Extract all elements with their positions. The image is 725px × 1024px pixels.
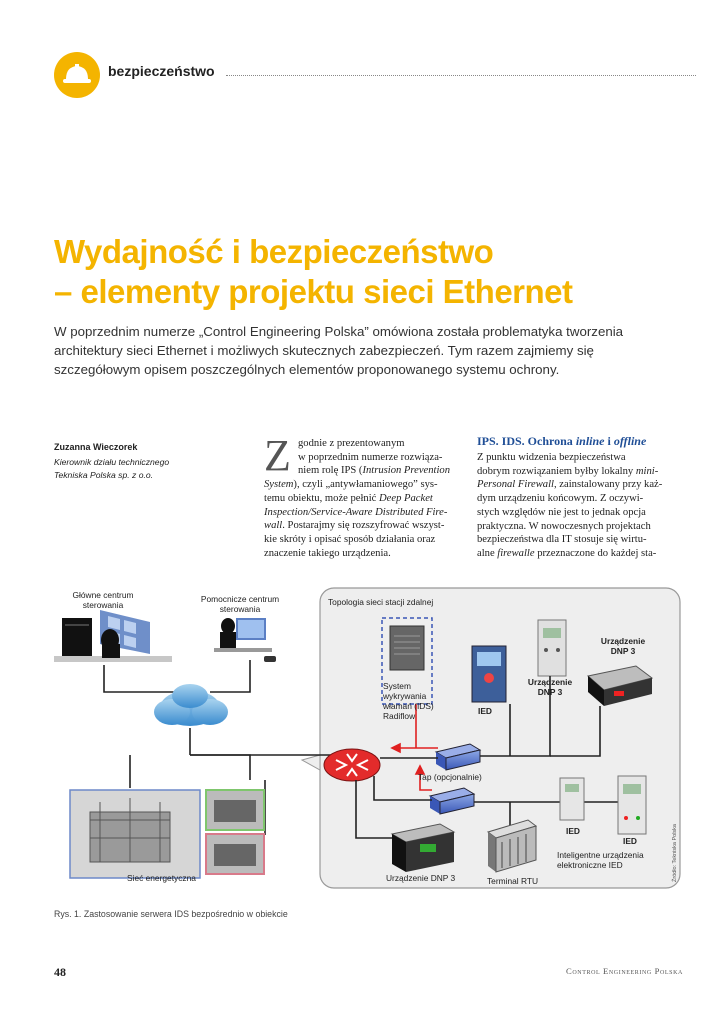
label-topology: Topologia sieci stacji zdalnej [328, 597, 434, 607]
page-number: 48 [54, 965, 66, 979]
ied-device-blue [472, 646, 506, 702]
figure-source: Źródło: Tekniska Polska [672, 824, 678, 882]
body-column-2: godnie z prezentowanym w poprzednim numerze rozwiąza- niem rolę IPS (Intrusion Prevention System), czyli „antywłamaniowego” sys- temu obiektu, może pełnić Deep Packet Inspection/Service-Aware Distributed Fire- wall. Postarajmy się rozszyfrować wszyst- kie skróty i opisać sposób działania oraz znaczenie takiego urządzenia. [264, 438, 451, 559]
smart-ied-2 [618, 776, 646, 834]
article-title: Wydajność i bezpieczeństwo – elementy projektu sieci Ethernet [54, 233, 573, 310]
panel-pointer [302, 755, 320, 770]
label-ids: System wykrywania włamań (IDS) Radiflow [383, 681, 434, 721]
header-divider [226, 75, 696, 76]
drop-cap: Z [264, 431, 291, 480]
author-name: Zuzanna Wieczorek [54, 442, 138, 452]
dnp3-device-mid [538, 620, 566, 676]
label-tap: Tap (opcjonalnie) [418, 772, 482, 782]
ids-server-icon [390, 626, 424, 670]
subheading: IPS. IDS. Ochrona inline i offline [477, 434, 647, 448]
label-ied-c: IED [623, 836, 637, 846]
figure-caption: Rys. 1. Zastosowanie serwera IDS bezpośrednio w obiekcie [54, 909, 288, 919]
hard-hat-icon [54, 52, 100, 98]
aux-control-center-icon [214, 618, 276, 662]
cloud-icon [154, 684, 228, 726]
article-lead: W poprzednim numerze „Control Engineering Polska” omówiona została problematyka tworzenia architektury sieci Ethernet i możliwych skutecznych zabezpieczeń. Tym razem zajmiemy się szczegółowym opisem poszczególnych elementów proponowanego systemu ochrony. [54, 324, 624, 377]
label-dnp3-right: Urządzenie DNP 3 [600, 636, 646, 656]
body-column-3: Z punktu widzenia bezpieczeństwa dobrym rozwiązaniem byłby lokalny mini- Personal Firewall, zainstalowany przy każ- dym urządzeniu końcowym. Z oczywi- stych względów nie jest to jednak opcja praktyczna. W nowoczesnych projektach bezpieczeństwa dla IT stosuje się wirtu- alne firewalle przeznaczone do każdej sta- [477, 452, 663, 559]
label-dnp3-bottom: Urządzenie DNP 3 [386, 873, 456, 883]
label-smart-ied: Inteligentne urządzenia elektroniczne IED [557, 850, 644, 870]
label-ied-b: IED [566, 826, 580, 836]
label-rtu: Terminal RTU [487, 876, 539, 886]
label-main-center: Główne centrum sterowania [72, 590, 134, 610]
label-dnp3-mid: Urządzenie DNP 3 [527, 677, 573, 697]
router-icon [324, 749, 380, 781]
main-control-center-icon [54, 610, 172, 662]
label-grid: Sieć energetyczna [127, 873, 196, 883]
section-label: bezpieczeństwo [108, 63, 215, 79]
author-role: Kierownik działu technicznego Tekniska Polska sp. z o.o. [54, 457, 170, 480]
label-aux-center: Pomocnicze centrum sterowania [200, 594, 280, 614]
label-ied-a: IED [478, 706, 492, 716]
journal-name: Control Engineering Polska [566, 966, 683, 976]
network-diagram [40, 580, 690, 890]
smart-ied-1 [560, 778, 584, 820]
section-badge [54, 52, 100, 98]
